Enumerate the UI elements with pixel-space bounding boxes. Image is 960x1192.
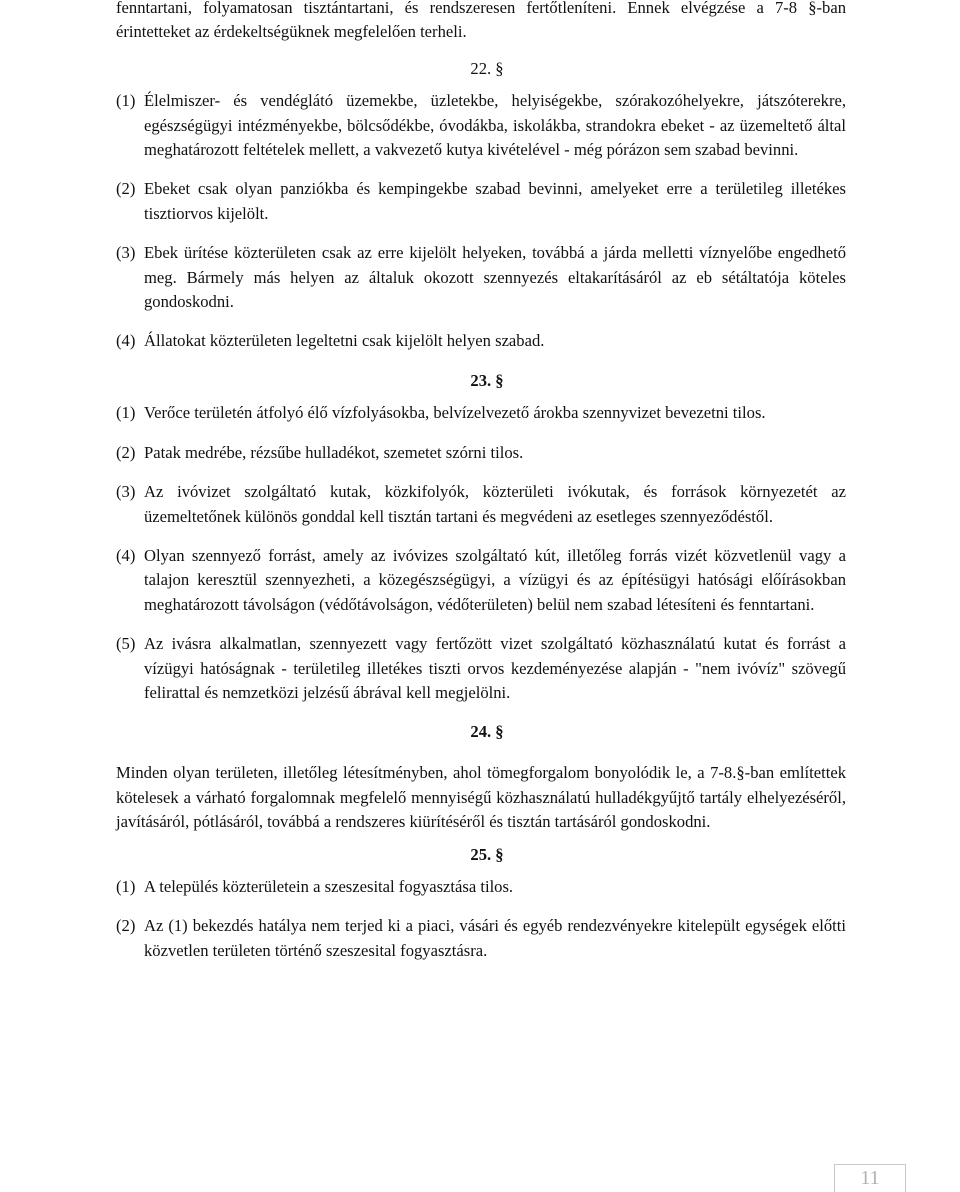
paragraph bbox=[116, 441, 846, 465]
section-25 bbox=[116, 843, 846, 964]
intro-paragraph: fenntartani, folyamatosan tisztántartani, és rendszeresen fertőtleníteni. Ennek elvégzése a 7-8 §-ban érintetteket az érdekeltségüknek megfelelően terheli. bbox=[116, 0, 846, 42]
paragraph-text: Élelmiszer- és vendéglátó üzemekbe, üzletekbe, helyiségekbe, szórakozóhelyekre, játszóterekre, egészségügyi intézményekbe, bölcsődékbe, óvodákba, iskolákba, strandokra ebeket - az üzemeltető által meghatározott feltételek mellett, a vakvezető kutya kivételével - még pórázon sem szabad bevinni. bbox=[144, 91, 846, 160]
paragraph-number: (1) bbox=[116, 91, 136, 111]
paragraph-text: Ebek ürítése közterületen csak az erre kijelölt helyeken, továbbá a járda melletti víznyelőbe engedhető meg. Bármely más helyen az általuk okozott szennyezés eltakarításáról az eb sétáltatója köteles gondoskodni. bbox=[144, 243, 846, 312]
paragraph-number: (1) bbox=[116, 403, 136, 423]
paragraph bbox=[116, 401, 846, 425]
paragraph-text: Az ivásra alkalmatlan, szennyezett vagy fertőzött vizet szolgáltató közhasználatú kutat és forrást a vízügyi hatóságnak - területileg illetékes tiszti orvos kezdeményezése alapján - "nem ivóvíz" szövegű felirattal és nemzetközi jelzésű ábrával kell megjelölni. bbox=[144, 634, 846, 702]
paragraph-text: Az ivóvizet szolgáltató kutak, közkifolyók, közterületi ivókutak, és források környezetét az üzemeltetőnek különös gonddal kell tisztán tartani és megvédeni az esetleges szennyeződéstől. bbox=[144, 482, 846, 526]
page-number: 11 bbox=[834, 1164, 906, 1192]
paragraph-number: (2) bbox=[116, 442, 136, 462]
paragraph-text: Az (1) bekezdés hatálya nem terjed ki a piaci, vásári és egyéb rendezvényekre kitelepült egységek előtti közvetlen területen történő szeszesital fogyasztásra. bbox=[144, 916, 846, 960]
paragraph-number: (5) bbox=[116, 634, 136, 654]
paragraph bbox=[116, 544, 846, 617]
paragraph-number: (4) bbox=[116, 331, 136, 351]
paragraph bbox=[116, 480, 846, 529]
paragraph-text: Állatokat közterületen legeltetni csak kijelölt helyen szabad. bbox=[144, 331, 545, 351]
section-23 bbox=[116, 369, 846, 705]
paragraph-number: (2) bbox=[116, 916, 136, 936]
paragraph bbox=[116, 914, 846, 963]
paragraph-text: A település közterületein a szeszesital fogyasztása tilos. bbox=[144, 876, 514, 896]
section-heading: 24. § bbox=[470, 722, 504, 742]
paragraph bbox=[116, 875, 846, 899]
paragraph-number: (3) bbox=[116, 243, 136, 263]
paragraph bbox=[116, 89, 846, 162]
paragraph bbox=[116, 241, 846, 314]
section-heading: 23. § bbox=[470, 370, 504, 390]
paragraph-number: (4) bbox=[116, 545, 136, 565]
paragraph bbox=[116, 632, 846, 705]
paragraph bbox=[116, 177, 846, 226]
paragraph-number: (2) bbox=[116, 179, 136, 199]
paragraph-number: (3) bbox=[116, 482, 136, 502]
paragraph-number: (1) bbox=[116, 876, 136, 896]
paragraph-text: Patak medrébe, rézsűbe hulladékot, szemetet szórni tilos. bbox=[144, 442, 524, 462]
paragraph bbox=[116, 329, 846, 353]
section-heading: 25. § bbox=[470, 844, 504, 864]
paragraph-text: Ebeket csak olyan panziókba és kempingekbe szabad bevinni, amelyeket erre a területileg illetékes tisztiorvos kijelölt. bbox=[144, 179, 846, 223]
section-24 bbox=[116, 720, 846, 834]
section-22 bbox=[116, 57, 846, 354]
document-page bbox=[116, 0, 846, 978]
section-text: Minden olyan területen, illetőleg létesítményben, ahol tömegforgalom bonyolódik le, a 7-8.§-ban említettek kötelesek a várható forgalomnak megfelelő mennyiségű közhasználatú hulladékgyűjtő tartály elhelyezéséről, javításáról, pótlásáról, továbbá a rendszeres kiürítéséről és tisztán tartásáról gondoskodni. bbox=[116, 763, 846, 832]
paragraph-text: Verőce területén átfolyó élő vízfolyásokba, belvízelvezető árokba szennyvizet bevezetni tilos. bbox=[144, 403, 766, 423]
section-heading: 22. § bbox=[470, 58, 504, 78]
paragraph-text: Olyan szennyező forrást, amely az ivóvizes szolgáltató kút, illetőleg forrás vizét közvetlenül vagy a talajon keresztül szennyezheti, a közegészségügyi, a vízügyi és az építésügyi hatósági előírásokban meghatározott távolságon (védőtávolságon, védőterületen) belül nem szabad létesíteni és fenntartani. bbox=[144, 545, 846, 614]
